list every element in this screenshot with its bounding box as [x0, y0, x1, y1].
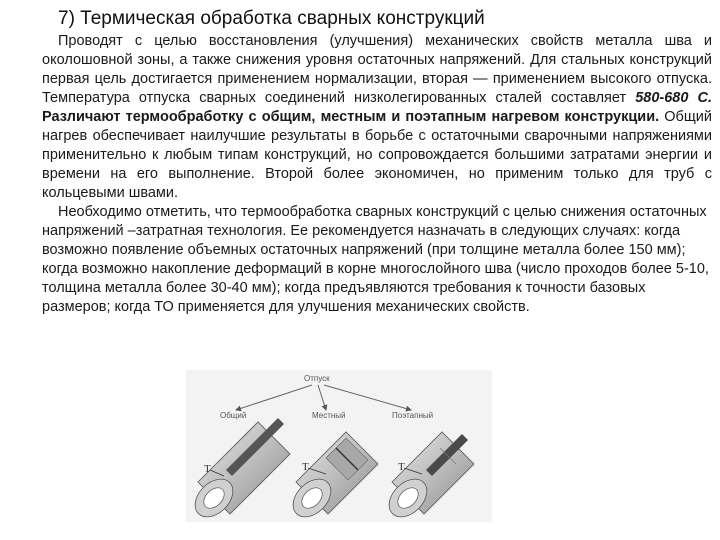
t-label-3: T — [398, 461, 405, 473]
para1-text: Проводят с целью восстановления (улучшения) механических свойств металла шва и околошовной зоны, а также снижения уровня остаточных напряжений. Для стальных конструкций первая цель достигается применением нормализации, вторая — применением высокого отпуска. Температура отпуска сварных соединений низколегированных сталей составляет — [42, 33, 712, 106]
pipe-stepwise — [382, 432, 474, 522]
body-text — [42, 32, 712, 317]
label-stepwise: Поэтапный — [392, 411, 434, 420]
figure-top-label: Отпуск — [304, 374, 330, 383]
paragraph-2: Необходимо отметить, что термообработка сварных конструкций с целью снижения остаточных напряжений –затратная технология. Ее рекомендуется назначать в следующих случаях: когда возможно появление объемных остаточных напряжений (при толщине металла более 150 мм); когда возможно накопление деформаций в корне многослойного шва (число проходов более 5-10, толщина металла более 30-40 мм); когда предъявляются требования к точности базовых размеров; когда ТО применяется для улучшения механических свойств. — [42, 204, 709, 315]
t-label-1: T — [204, 463, 211, 475]
heat-treatment-diagram — [186, 370, 492, 522]
paragraph-1 — [42, 32, 712, 203]
label-local: Местный — [312, 411, 346, 420]
temperature-range: 580-680 С. — [635, 90, 713, 106]
pipe-general — [188, 418, 290, 522]
label-general: Общий — [220, 411, 247, 420]
t-label-2: T — [302, 461, 309, 473]
page-title: 7) Термическая обработка сварных конструкций — [58, 8, 485, 29]
heat-treatment-figure — [186, 370, 492, 522]
pipe-local — [286, 432, 378, 522]
para1-text-2: Общий нагрев обеспечивает наилучшие результаты в борьбе с остаточными сварочными напряжениями применительно к любым типам конструкций, но сопровождается большими затратами энергии и времени на его выполнение. Второй более экономичен, но применим только для труб с кольцевыми швами. — [42, 109, 712, 201]
heating-types: Различают термообработку с общим, местным и поэтапным нагревом конструкции. — [42, 109, 660, 125]
